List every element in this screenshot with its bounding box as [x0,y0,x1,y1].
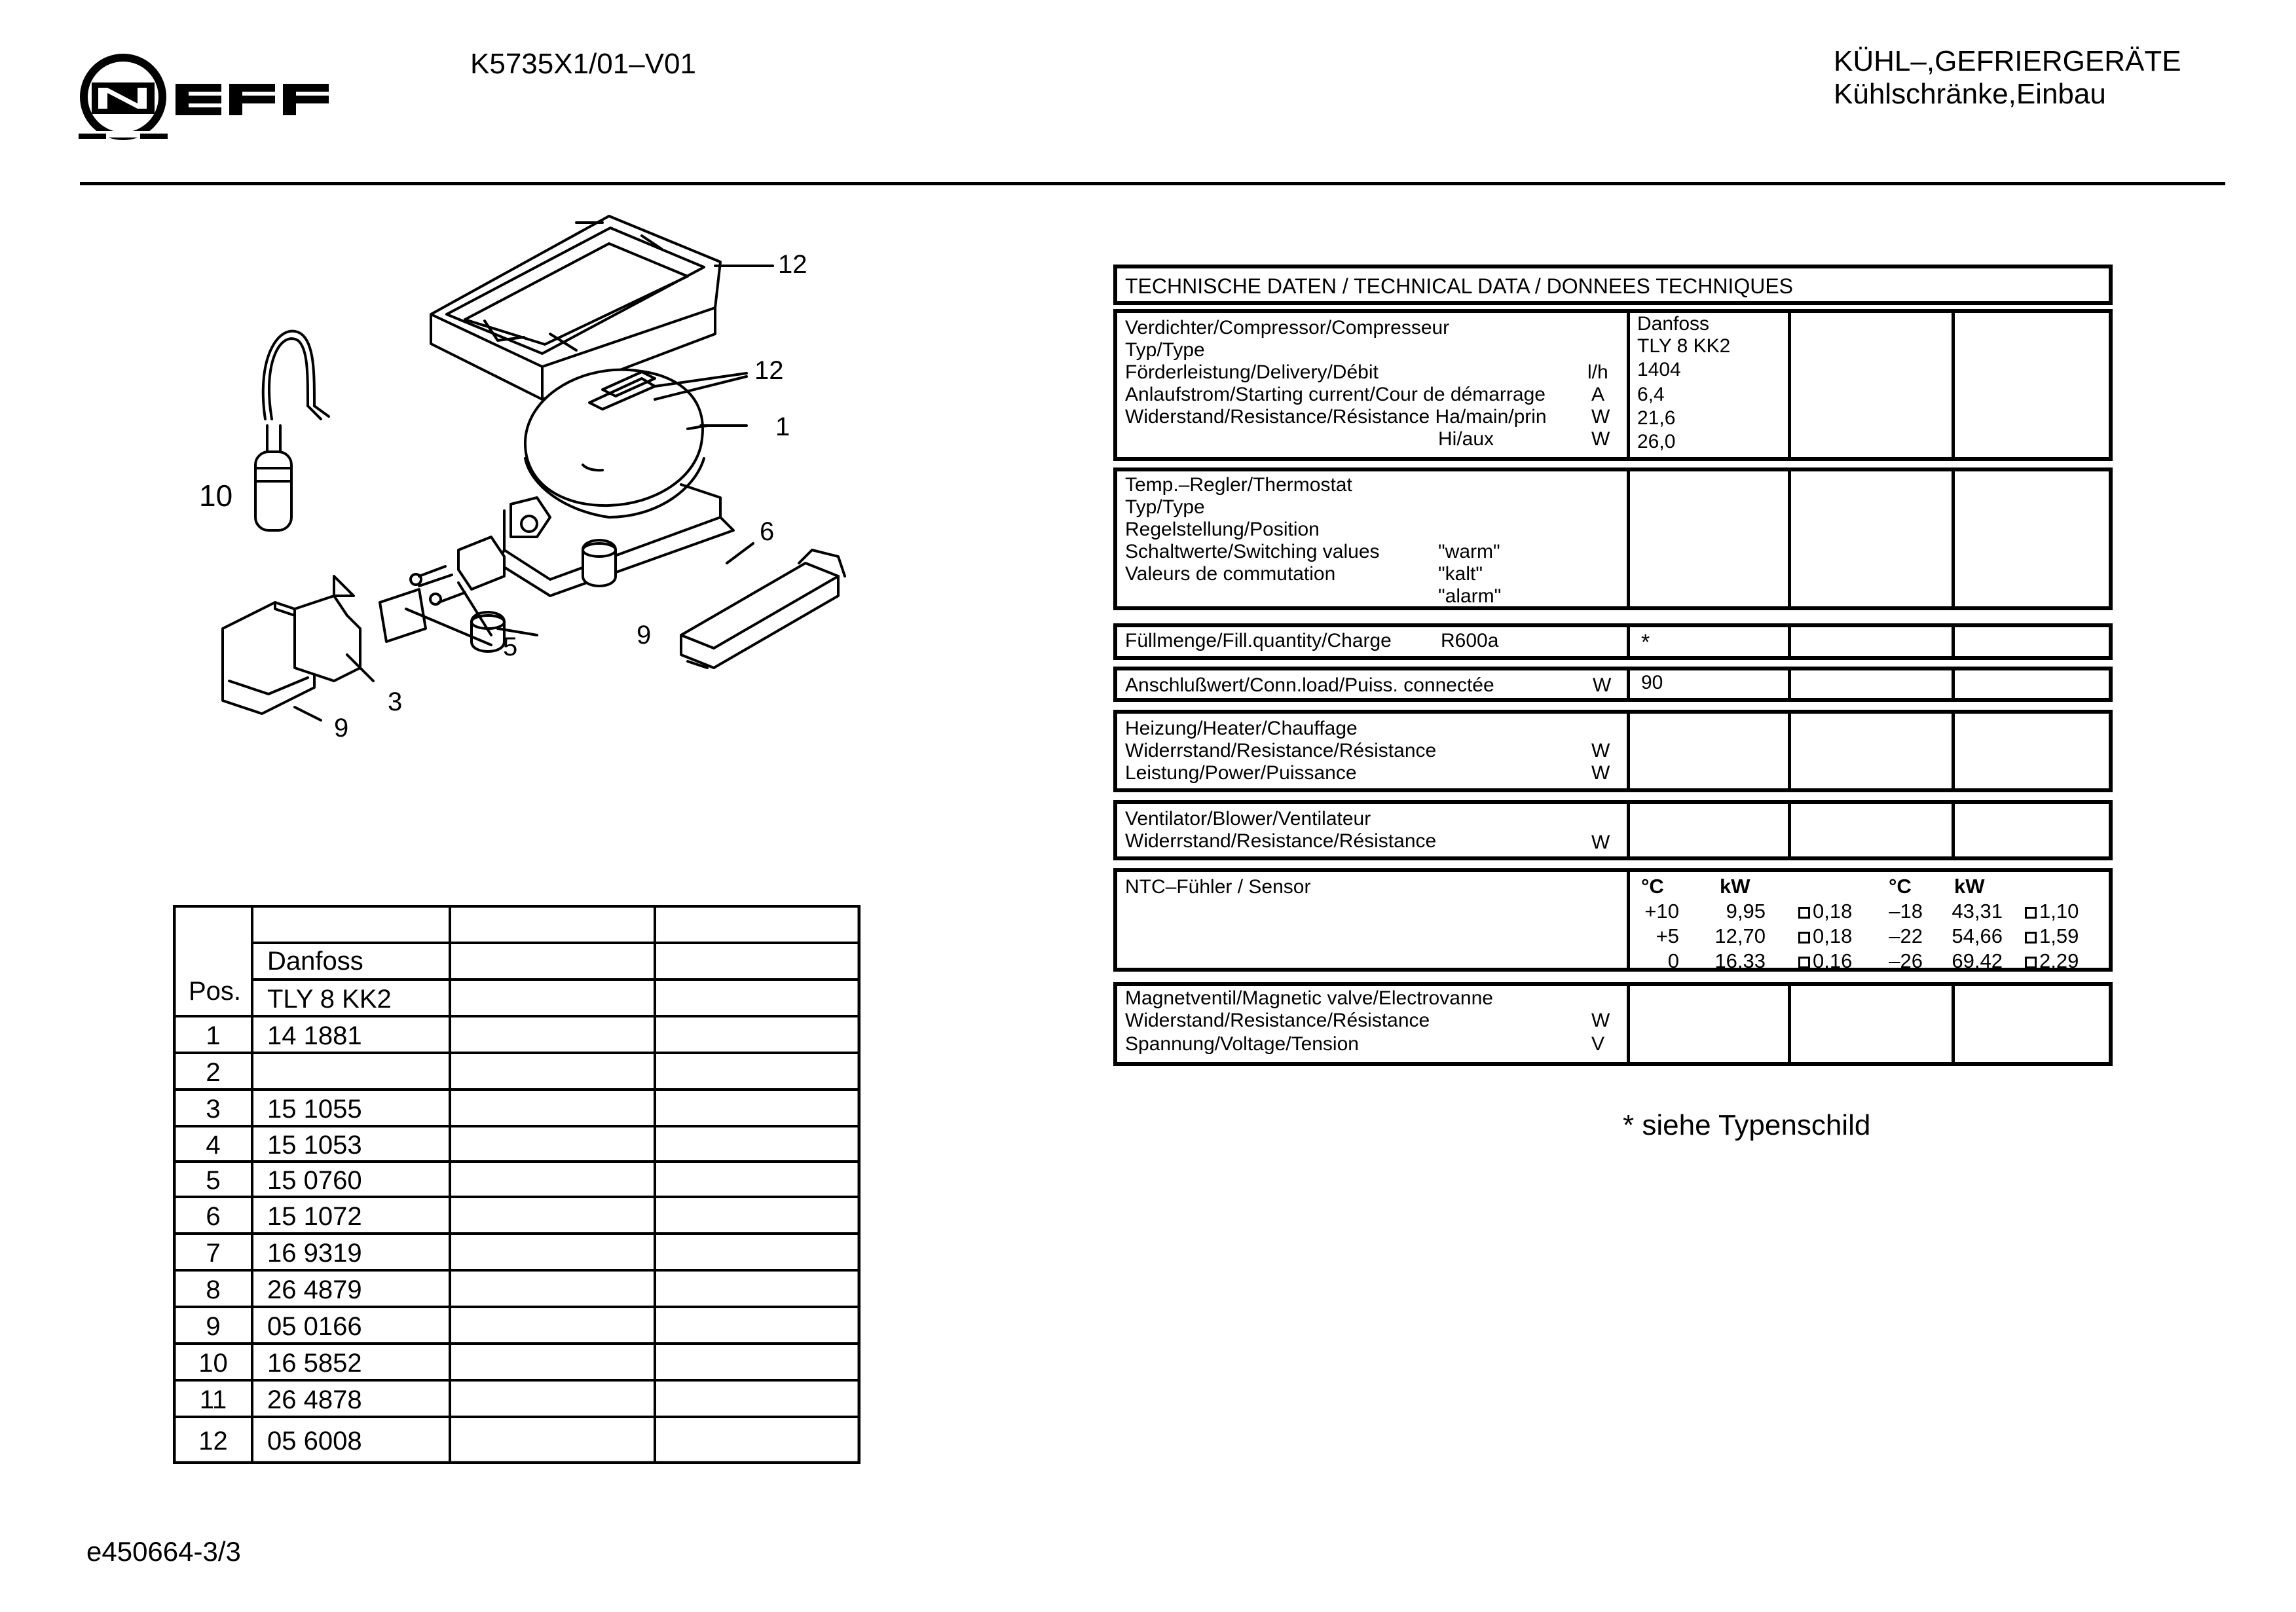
parts-row-pos: 12 [198,1427,228,1456]
ntc-right-temp: –26 [1889,949,1923,972]
pos-header: Pos. [189,977,242,1006]
tolerance-value: 0,16 [1813,949,1853,972]
heater-resistance-unit: W [1591,740,1610,761]
load-value: 90 [1641,672,1663,693]
ntc-left-tolerance [1798,925,1852,948]
delivery-value: 1404 [1637,359,1681,380]
callout-1: 1 [775,412,790,441]
screws-and-clip-drawing [411,537,504,604]
parts-row-number: 15 1053 [267,1131,362,1160]
parts-row-number: 16 9319 [267,1239,362,1268]
parts-row-number: 15 1055 [267,1095,362,1124]
charge-box [1113,623,2113,660]
thermostat-label: Temp.–Regler/Thermostat [1125,474,1352,496]
valve-resistance-label: Widerstand/Resistance/Résistance [1125,1010,1430,1031]
model-number: K5735X1/01–V01 [470,48,696,80]
load-label: Anschlußwert/Conn.load/Puiss. connectée [1125,674,1494,696]
thermostat-position-label: Regelstellung/Position [1125,519,1320,540]
ntc-left-kw: 9,95 [1726,900,1766,923]
tolerance-value: 1,10 [2039,900,2079,923]
blower-resistance-label: Widerrstand/Resistance/Résistance [1125,830,1437,852]
delivery-label: Förderleistung/Delivery/Débit [1125,361,1379,383]
parts-row-number: 14 1881 [267,1021,362,1050]
parts-row-number: 15 1072 [267,1202,362,1231]
main-resistance-value: 21,6 [1637,407,1676,429]
tolerance-box-icon [1798,907,1810,919]
blower-resistance-unit: W [1591,832,1610,853]
callout-6: 9 [334,714,349,742]
aux-resistance-unit: W [1591,428,1610,450]
parts-row-number: 26 4878 [267,1385,362,1414]
ntc-right-tolerance [2025,925,2079,948]
document-id: e450664-3/3 [86,1536,241,1567]
commutation-values-label: Valeurs de commutation [1125,563,1336,585]
tech-title-box [1113,265,2113,305]
tolerance-value: 2,29 [2039,949,2079,972]
state-kalt: "kalt" [1438,563,1483,585]
parts-row-pos: 6 [206,1202,221,1231]
ntc-left-kw-header: kW [1720,875,1750,898]
load-box [1113,667,2113,702]
callout-10: 10 [199,479,233,513]
parts-table [173,905,861,1464]
capacitor-drawing [255,331,329,530]
ntc-right-tolerance [2025,900,2079,923]
parts-row-pos: 7 [206,1239,221,1268]
callout-5: 5 [503,632,518,661]
tolerance-box-icon [2025,957,2037,968]
mounting-rail-drawing [681,550,845,668]
typenschild-note: * siehe Typenschild [1623,1109,1871,1141]
refrigerant-label: R600a [1441,630,1499,651]
tech-title: TECHNISCHE DATEN / TECHNICAL DATA / DONNEES TECHNIQUES [1125,274,1793,298]
state-warm: "warm" [1438,541,1500,562]
parts-row-pos: 10 [198,1349,228,1378]
ntc-right-c-header: °C [1889,875,1912,898]
ntc-left-tolerance [1798,900,1852,923]
valve-voltage-unit: V [1591,1033,1605,1055]
ntc-right-kw-header: kW [1954,875,1985,898]
ntc-left-temp: 0 [1667,949,1679,972]
ntc-label: NTC–Fühler / Sensor [1125,876,1311,898]
ntc-sensor-box [1113,868,2113,972]
parts-row-number: 26 4879 [267,1275,362,1304]
blower-label: Ventilator/Blower/Ventilateur [1125,808,1371,830]
main-resistance-unit: W [1591,406,1610,428]
compressor-type-value: TLY 8 KK2 [1637,335,1731,357]
heater-box [1113,710,2113,792]
valve-label: Magnetventil/Magnetic valve/Electrovanne [1125,987,1493,1009]
tech-data-section [1113,265,2113,1076]
supplier-cell: Danfoss [267,947,363,976]
compressor-make-value: Danfoss [1637,313,1710,335]
state-alarm: "alarm" [1438,585,1502,607]
parts-row-pos: 2 [206,1058,221,1087]
valve-voltage-label: Spannung/Voltage/Tension [1125,1033,1359,1055]
parts-row-number: 05 6008 [267,1427,362,1456]
ntc-right-kw: 69,42 [1952,949,2003,972]
main-resistance-label: Widerstand/Resistance/Résistance Ha/main/prin [1125,406,1547,428]
compressor-type-label: Typ/Type [1125,339,1205,361]
ntc-right-kw: 43,31 [1952,900,2003,923]
current-unit: A [1591,384,1605,405]
ntc-right-kw: 54,66 [1952,925,2003,947]
ntc-left-kw: 12,70 [1714,925,1766,947]
callout-3: 3 [388,687,403,716]
aux-resistance-value: 26,0 [1637,431,1676,452]
thermostat-box [1113,467,2113,610]
parts-row-number: 16 5852 [267,1349,362,1378]
ntc-left-temp: +10 [1644,900,1679,923]
parts-row-pos: 4 [206,1131,221,1160]
aux-resistance-label: Hi/aux [1438,428,1494,450]
charge-value: * [1641,630,1650,655]
valve-resistance-unit: W [1591,1010,1610,1031]
tolerance-box-icon [2025,907,2037,919]
delivery-unit: l/h [1587,361,1608,383]
ntc-left-temp: +5 [1656,925,1679,947]
neff-logo [77,51,352,143]
exploded-parts-diagram [183,210,904,773]
ntc-left-tolerance [1798,949,1852,973]
charge-label: Füllmenge/Fill.quantity/Charge [1125,630,1392,651]
switching-values-label: Schaltwerte/Switching values [1125,541,1380,562]
parts-row-number: 05 0166 [267,1312,362,1341]
compressor-label: Verdichter/Compressor/Compresseur [1125,317,1450,339]
thermostat-type-label: Typ/Type [1125,496,1205,518]
callout-9-grommet: 9 [637,621,652,650]
product-category: KÜHL–,GEFRIERGERÄTE [1834,45,2181,77]
parts-row-pos: 11 [199,1385,227,1414]
tolerance-box-icon [1798,957,1810,968]
starting-current-value: 6,4 [1637,384,1665,405]
tolerance-value: 0,18 [1813,925,1853,947]
tolerance-box-icon [2025,932,2037,943]
ntc-right-temp: –18 [1889,900,1923,923]
tolerance-value: 0,18 [1813,900,1853,923]
header-rule [80,182,2225,185]
tolerance-box-icon [1798,932,1810,943]
parts-row-number: 15 0760 [267,1166,362,1195]
tolerance-value: 1,59 [2039,925,2079,947]
product-subcategory: Kühlschränke,Einbau [1834,78,2106,110]
load-unit: W [1593,674,1612,696]
starting-current-label: Anlaufstrom/Starting current/Cour de démarrage [1125,384,1546,405]
ntc-left-c-header: °C [1641,875,1664,898]
heater-power-label: Leistung/Power/Puissance [1125,762,1357,784]
valve-box [1113,982,2113,1066]
compressor-box [1113,309,2113,461]
callout-9-rail: 6 [760,517,775,546]
callout-11: 12 [778,250,807,279]
heater-label: Heizung/Heater/Chauffage [1125,718,1358,739]
callout-12: 12 [754,356,784,385]
parts-row-pos: 8 [206,1275,221,1304]
ntc-right-tolerance [2025,949,2079,973]
parts-row-pos: 9 [206,1312,221,1341]
compressor-model-cell: TLY 8 KK2 [267,985,392,1014]
parts-row-pos: 1 [206,1021,221,1050]
parts-row-pos: 5 [206,1166,221,1195]
parts-row-pos: 3 [206,1095,221,1124]
heater-power-unit: W [1591,762,1610,784]
heater-resistance-label: Widerrstand/Resistance/Résistance [1125,740,1437,761]
blower-box [1113,800,2113,860]
ntc-left-kw: 16,33 [1714,949,1766,972]
drip-tray-drawing [431,216,720,399]
ntc-right-temp: –22 [1889,925,1923,947]
